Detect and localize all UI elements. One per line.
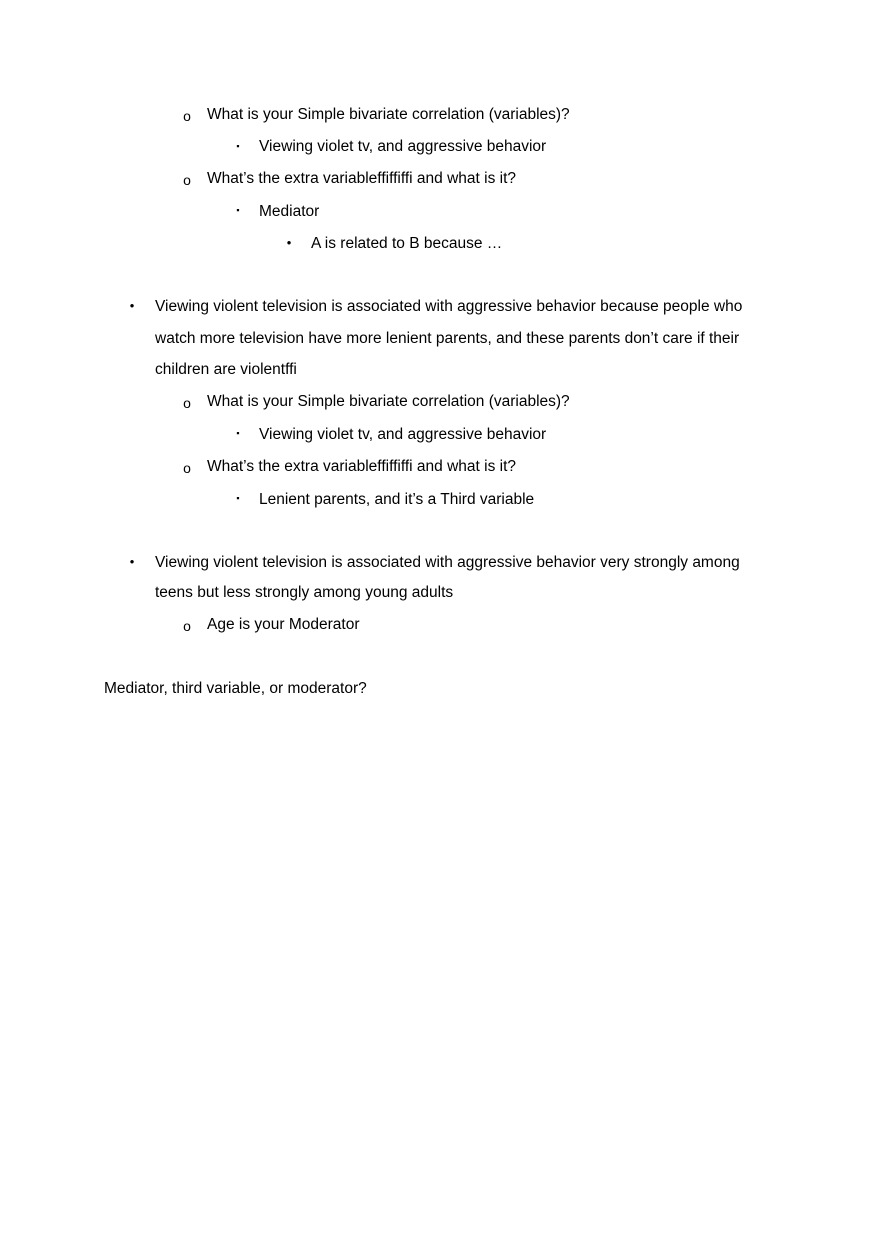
closing-question: Mediator, third variable, or moderator? [104, 680, 367, 697]
list-marker-circle: o [183, 108, 191, 124]
list-item: What is your Simple bivariate correlation (variables)? [207, 393, 570, 410]
list-item: A is related to B because … [311, 235, 503, 252]
paragraph-line: teens but less strongly among young adults [155, 584, 454, 601]
list-marker-square: ▪ [236, 205, 240, 215]
list-item: What’s the extra variableffiffiffi and what is it? [207, 458, 517, 475]
list-marker-disc: • [129, 298, 135, 313]
list-item: What is your Simple bivariate correlation (variables)? [207, 106, 570, 123]
list-item: Lenient parents, and it’s a Third variable [259, 491, 535, 508]
list-marker-circle: o [183, 395, 191, 411]
list-marker-square: ▪ [236, 493, 240, 503]
list-item: What’s the extra variableffiffiffi and what is it? [207, 170, 517, 187]
paragraph-line: children are violentffi [155, 361, 297, 378]
list-marker-square: ▪ [236, 141, 240, 151]
paragraph-line: Viewing violent television is associated with aggressive behavior very strongly among [155, 554, 740, 571]
paragraph-line: watch more television have more lenient parents, and these parents don’t care if their [155, 330, 740, 347]
list-item: Age is your Moderator [207, 616, 360, 633]
paragraph-line: Viewing violent television is associated with aggressive behavior because people who [155, 298, 743, 315]
list-item: Viewing violet tv, and aggressive behavior [259, 426, 547, 443]
list-marker-square: ▪ [236, 428, 240, 438]
list-marker-circle: o [183, 460, 191, 476]
list-marker-disc: • [129, 554, 135, 569]
list-item: Mediator [259, 203, 320, 220]
list-item: Viewing violet tv, and aggressive behavior [259, 138, 547, 155]
list-marker-circle: o [183, 172, 191, 188]
list-marker-circle: o [183, 618, 191, 634]
list-marker-disc: • [286, 235, 292, 250]
